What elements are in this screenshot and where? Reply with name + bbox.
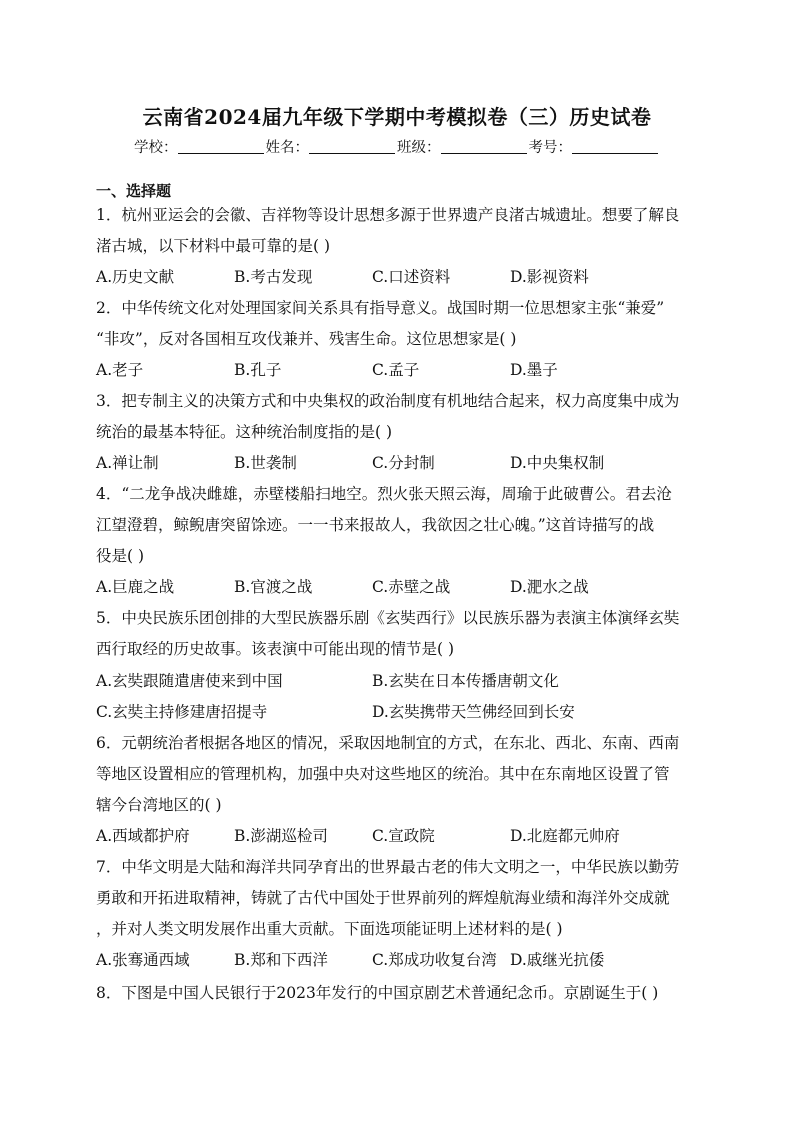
question-7-line-1: 7．中华文明是大陆和海洋共同孕育出的世界最古老的伟大文明之一，中华民族以勤劳 — [96, 858, 680, 876]
question-7-option-b[interactable]: B.郑和下西洋 — [234, 951, 328, 969]
question-3-option-b[interactable]: B.世袭制 — [234, 454, 297, 472]
school-field — [134, 136, 266, 157]
exam-no-field — [529, 136, 661, 157]
question-1-line-1: 1．杭州亚运会的会徽、吉祥物等设计思想多源于世界遗产良渚古城遗址。想要了解良 — [96, 206, 680, 224]
question-4-option-c[interactable]: C.赤壁之战 — [372, 578, 451, 596]
question-4-option-a[interactable]: A.巨鹿之战 — [96, 578, 175, 596]
question-4-option-d[interactable]: D.淝水之战 — [510, 578, 589, 596]
question-1-option-a[interactable]: A.历史文献 — [96, 268, 175, 286]
question-2-option-b[interactable]: B.孔子 — [234, 361, 282, 379]
question-3-option-d[interactable]: D.中央集权制 — [510, 454, 605, 472]
question-4-line-1: 4．“二龙争战决雌雄，赤壁楼船扫地空。烈火张天照云海，周瑜于此破曹公。君去沧 — [96, 485, 672, 503]
question-6-option-a[interactable]: A.西域都护府 — [96, 827, 190, 845]
question-5-option-d[interactable]: D.玄奘携带天竺佛经回到长安 — [372, 703, 575, 721]
question-4-line-3: 役是( ) — [96, 547, 145, 565]
school-label: 学校： — [134, 140, 178, 156]
question-3-option-a[interactable]: A.禅让制 — [96, 454, 159, 472]
question-7-line-3: ，并对人类文明发展作出重大贡献。下面选项能证明上述材料的是( ) — [96, 920, 563, 938]
question-5-line-1: 5．中央民族乐团创排的大型民族器乐剧《玄奘西行》以民族乐器为表演主体演绎玄奘 — [96, 609, 680, 627]
question-6-line-1: 6．元朝统治者根据各地区的情况，采取因地制宜的方式，在东北、西北、东南、西南 — [96, 734, 680, 752]
question-2-line-2: “非攻”，反对各国相互攻伐兼并、残害生命。这位思想家是( ) — [96, 330, 517, 348]
question-8-line-1: 8．下图是中国人民银行于2023年发行的中国京剧艺术普通纪念币。京剧诞生于( ) — [96, 984, 659, 1002]
class-label: 班级： — [397, 140, 441, 156]
class-field — [397, 136, 529, 157]
question-1-line-2: 渚古城，以下材料中最可靠的是( ) — [96, 237, 331, 255]
question-6-line-2: 等地区设置相应的管理机构，加强中央对这些地区的统治。其中在东南地区设置了管 — [96, 765, 670, 783]
question-6-option-b[interactable]: B.澎湖巡检司 — [234, 827, 328, 845]
school-blank[interactable] — [178, 139, 264, 154]
question-7-option-a[interactable]: A.张骞通西域 — [96, 951, 190, 969]
question-3-line-1: 3．把专制主义的决策方式和中央集权的政治制度有机地结合起来，权力高度集中成为 — [96, 392, 680, 410]
question-3-option-c[interactable]: C.分封制 — [372, 454, 435, 472]
question-6-line-3: 辖今台湾地区的( ) — [96, 796, 222, 814]
question-5-option-b[interactable]: B.玄奘在日本传播唐朝文化 — [372, 672, 559, 690]
question-6-option-c[interactable]: C.宣政院 — [372, 827, 435, 845]
page-title: 云南省2024届九年级下学期中考模拟卷（三）历史试卷 — [142, 105, 652, 129]
section-title: 一、选择题 — [96, 182, 172, 200]
question-4-option-b[interactable]: B.官渡之战 — [234, 578, 313, 596]
question-2-option-d[interactable]: D.墨子 — [510, 361, 558, 379]
question-3-line-2: 统治的最基本特征。这种统治制度指的是( ) — [96, 423, 393, 441]
question-5-option-a[interactable]: A.玄奘跟随遣唐使来到中国 — [96, 672, 283, 690]
name-blank[interactable] — [309, 139, 395, 154]
student-info-row — [0, 136, 794, 157]
question-1-option-b[interactable]: B.考古发现 — [234, 268, 313, 286]
question-2-option-c[interactable]: C.孟子 — [372, 361, 420, 379]
question-1-option-d[interactable]: D.影视资料 — [510, 268, 589, 286]
question-5-option-c[interactable]: C.玄奘主持修建唐招提寺 — [96, 703, 268, 721]
name-label: 姓名： — [265, 140, 309, 156]
class-blank[interactable] — [441, 139, 527, 154]
question-5-line-2: 西行取经的历史故事。该表演中可能出现的情节是( ) — [96, 640, 455, 658]
question-2-option-a[interactable]: A.老子 — [96, 361, 144, 379]
question-7-option-c[interactable]: C.郑成功收复台湾 — [372, 951, 497, 969]
exam-no-label: 考号： — [528, 140, 572, 156]
name-field — [266, 136, 398, 157]
question-1-option-c[interactable]: C.口述资料 — [372, 268, 451, 286]
question-7-option-d[interactable]: D.戚继光抗倭 — [510, 951, 605, 969]
question-2-line-1: 2．中华传统文化对处理国家间关系具有指导意义。战国时期一位思想家主张“兼爱” — [96, 299, 665, 317]
question-7-line-2: 勇敢和开拓进取精神，铸就了古代中国处于世界前列的辉煌航海业绩和海洋外交成就 — [96, 889, 670, 907]
exam-no-blank[interactable] — [572, 139, 658, 154]
question-4-line-2: 江望澄碧，鲸鲵唐突留馀迹。一一书来报故人，我欲因之壮心魄。”这首诗描写的战 — [96, 516, 655, 534]
question-6-option-d[interactable]: D.北庭都元帅府 — [510, 827, 620, 845]
